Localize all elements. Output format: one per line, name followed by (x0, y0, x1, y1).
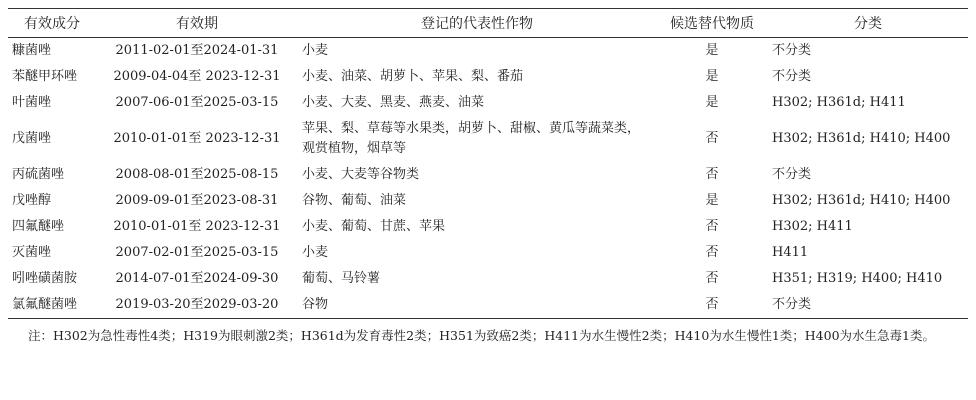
cell-validity: 2010-01-01至 2023-12-31 (113, 219, 281, 234)
cell-crops: 小麦、葡萄、甘蔗、苹果 (302, 219, 446, 234)
cell-ingredient: 叶菌唑 (12, 95, 52, 110)
cell-validity: 2019-03-20至2029-03-20 (96, 292, 298, 319)
cell-classification: 不分类 (768, 292, 968, 319)
cell-validity: 2007-06-01至2025-03-15 (115, 95, 279, 110)
cell-validity: 2007-02-01至2025-03-15 (115, 245, 279, 260)
cell-ingredient: 戊唑醇 (12, 193, 52, 208)
cell-crops: 小麦 (302, 43, 329, 58)
cell-validity: 2009-09-01至2023-08-31 (115, 193, 279, 208)
cell-candidate: 是 (705, 95, 719, 110)
cell-classification: H411 (772, 245, 809, 260)
table-row (8, 90, 968, 116)
header-validity-period: 有效期 (96, 9, 298, 38)
table-row (8, 38, 968, 65)
cell-classification: H302; H361d; H411 (772, 95, 906, 110)
header-active-ingredient: 有效成分 (8, 9, 96, 38)
cell-classification: H351; H319; H400; H410 (772, 271, 943, 286)
cell-candidate: 是 (705, 43, 719, 58)
cell-candidate: 否 (705, 167, 719, 182)
cell-validity: 2010-01-01至 2023-12-31 (113, 131, 281, 146)
document-body (8, 8, 968, 345)
cell-ingredient: 氯氟醚菌唑 (8, 292, 96, 319)
cell-ingredient: 丙硫菌唑 (12, 167, 65, 182)
table-row (8, 116, 968, 162)
table-row (8, 214, 968, 240)
cell-validity: 2014-07-01至2024-09-30 (115, 271, 279, 286)
table-header-row (8, 9, 968, 38)
cell-ingredient: 吲唑磺菌胺 (12, 271, 78, 286)
cell-crops: 小麦 (302, 245, 329, 260)
cell-candidate: 否 (705, 219, 719, 234)
cell-ingredient: 糠菌唑 (12, 43, 52, 58)
header-candidate-substitution: 候选替代物质 (656, 9, 768, 38)
cell-candidate: 否 (656, 292, 768, 319)
cell-candidate: 否 (705, 131, 719, 146)
cell-validity: 2009-04-04至 2023-12-31 (113, 69, 281, 84)
cell-ingredient: 戊菌唑 (12, 131, 52, 146)
cell-classification: 不分类 (772, 69, 812, 84)
header-classification: 分类 (768, 9, 968, 38)
cell-crops: 小麦、油菜、胡萝卜、苹果、梨、番茄 (302, 69, 524, 84)
cell-ingredient: 灭菌唑 (12, 245, 52, 260)
cell-validity: 2011-02-01至2024-01-31 (115, 43, 279, 58)
cell-classification: 不分类 (772, 167, 812, 182)
fungicide-table (8, 8, 968, 319)
header-registered-crops: 登记的代表性作物 (298, 9, 656, 38)
table-row (8, 240, 968, 266)
table-row (8, 64, 968, 90)
cell-validity: 2008-08-01至2025-08-15 (115, 167, 279, 182)
cell-crops: 谷物 (298, 292, 656, 319)
cell-crops: 谷物、葡萄、油菜 (302, 193, 407, 208)
cell-candidate: 否 (705, 245, 719, 260)
cell-classification: H302; H411 (772, 219, 853, 234)
cell-classification: H302; H361d; H410; H400 (772, 193, 951, 208)
table-row (8, 188, 968, 214)
cell-classification: H302; H361d; H410; H400 (772, 131, 951, 146)
cell-crops: 小麦、大麦、黑麦、燕麦、油菜 (302, 95, 485, 110)
cell-crops: 苹果、梨、草莓等水果类，胡萝卜、甜椒、黄瓜等蔬菜类，观赏植物，烟草等 (302, 121, 641, 156)
table-row (8, 292, 968, 319)
cell-ingredient: 四氟醚唑 (12, 219, 65, 234)
cell-classification: 不分类 (772, 43, 812, 58)
table-row (8, 162, 968, 188)
cell-candidate: 是 (705, 193, 719, 208)
table-footnote: 注：H302为急性毒性4类；H319为眼刺激2类；H361d为发育毒性2类；H351为致癌2类；H411为水生慢性2类；H410为水生慢性1类；H400为水生急毒1类。 (28, 328, 935, 343)
cell-crops: 小麦、大麦等谷物类 (302, 167, 420, 182)
cell-ingredient: 苯醚甲环唑 (12, 69, 78, 84)
cell-crops: 葡萄、马铃薯 (302, 271, 381, 286)
cell-candidate: 否 (705, 271, 719, 286)
cell-candidate: 是 (705, 69, 719, 84)
table-row (8, 266, 968, 292)
